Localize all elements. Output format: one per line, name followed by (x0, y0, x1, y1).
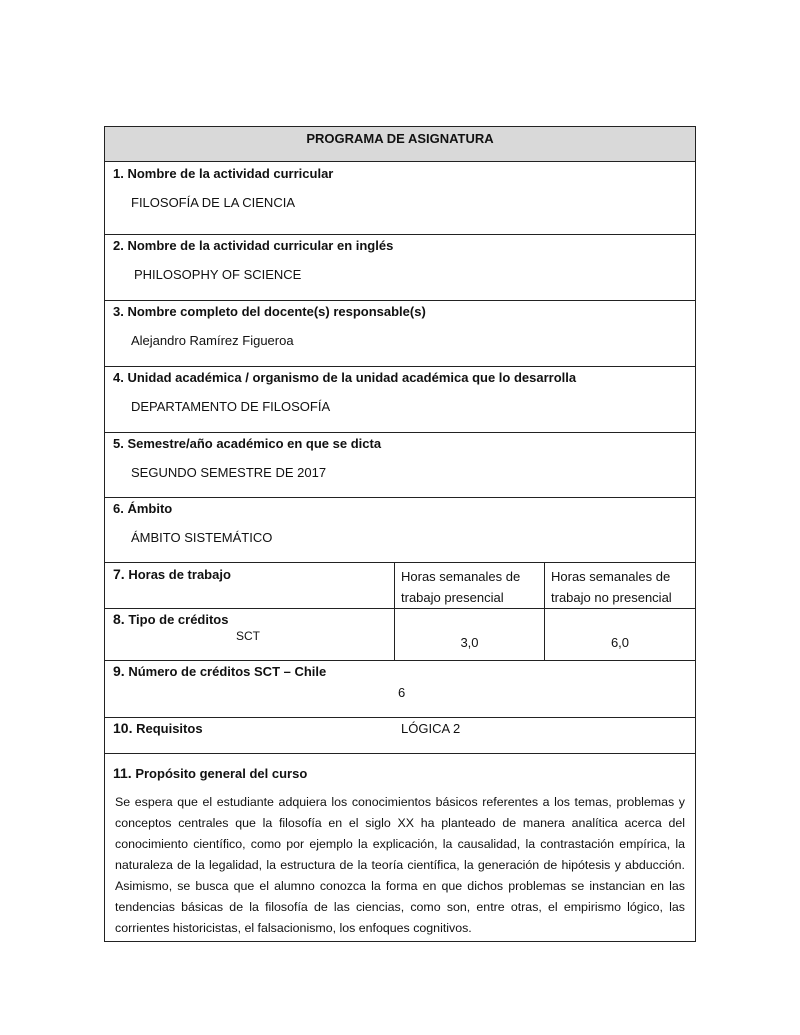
section-value: Alejandro Ramírez Figueroa (131, 333, 294, 348)
section-label: Número de créditos SCT – Chile (128, 664, 327, 679)
no-presencial-value: 6,0 (610, 635, 630, 650)
section-label: 6. Ámbito (113, 501, 173, 516)
requisitos-label (113, 720, 203, 736)
section-value: FILOSOFÍA DE LA CIENCIA (131, 195, 295, 210)
column-header (401, 566, 520, 608)
section-label: Tipo de créditos (128, 612, 229, 627)
section-label: Horas de trabajo (128, 567, 231, 582)
sct-credits-row (104, 660, 696, 718)
hours-label (113, 566, 231, 582)
section-label: Propósito general del curso (135, 766, 308, 781)
hours-no-presencial-header (544, 562, 696, 609)
requisitos-row (104, 717, 696, 754)
section-number: 7. (113, 566, 125, 582)
hours-presencial-header (394, 562, 545, 609)
credits-type-value: SCT (236, 629, 260, 643)
credits-presencial-cell (394, 608, 545, 661)
sct-label (113, 663, 326, 679)
section-label: 3. Nombre completo del docente(s) responsable(s) (113, 304, 426, 319)
title-row (104, 126, 696, 162)
column-header (551, 566, 672, 608)
section-number: 9. (113, 663, 125, 679)
credits-no-presencial-cell (544, 608, 696, 661)
section-4 (104, 366, 696, 433)
section-1 (104, 161, 696, 235)
hours-label-cell (104, 562, 395, 609)
section-label: 4. Unidad académica / organismo de la unidad académica que lo desarrolla (113, 370, 577, 385)
presencial-value: 3,0 (460, 635, 479, 650)
section-label: Requisitos (136, 721, 203, 736)
header-line: Horas semanales de (401, 569, 521, 584)
section-label: 2. Nombre de la actividad curricular en inglés (113, 238, 394, 253)
requisitos-value: LÓGICA 2 (401, 721, 461, 736)
section-2 (104, 234, 696, 301)
credits-label (113, 611, 228, 627)
section-number: 10. (113, 720, 133, 736)
section-3 (104, 300, 696, 367)
section-label: 5. Semestre/año académico en que se dicta (113, 436, 382, 451)
section-value: ÁMBITO SISTEMÁTICO (131, 530, 273, 545)
section-6 (104, 497, 696, 563)
section-number: 11. (113, 765, 132, 781)
section-5 (104, 432, 696, 498)
sct-value: 6 (398, 685, 406, 700)
page-title: PROGRAMA DE ASIGNATURA (306, 131, 494, 146)
proposito-row (104, 753, 696, 942)
header-line: trabajo presencial (401, 590, 504, 605)
header-line: Horas semanales de (551, 569, 671, 584)
section-value: DEPARTAMENTO DE FILOSOFÍA (131, 399, 331, 414)
section-label: 1. Nombre de la actividad curricular (113, 166, 334, 181)
credits-type-cell (104, 608, 395, 661)
proposito-label (113, 765, 307, 781)
section-value: SEGUNDO SEMESTRE DE 2017 (131, 465, 327, 480)
header-line: trabajo no presencial (551, 590, 672, 605)
section-number: 8. (113, 611, 125, 627)
section-value: PHILOSOPHY OF SCIENCE (134, 267, 302, 282)
proposito-text: Se espera que el estudiante adquiera los conocimientos básicos referentes a los temas, problemas y conceptos centrales que la filosofía en el siglo XX ha planteado de manera analítica acerca del conocimiento científico, como por ejemplo la explicación, la causalidad, la contrastación empírica, la naturaleza de la legalidad, la estructura de la teoría científica, la generación de hipótesis y abducción. Asimismo, se busca que el alumno conozca la forma en que dichos problemas se instancian en las tendencias básicas de la filosofía de las ciencias, como son, entre otras, el empirismo lógico, las corrientes historicistas, el falsacionismo, los enfoques cognitivos. (115, 795, 685, 935)
